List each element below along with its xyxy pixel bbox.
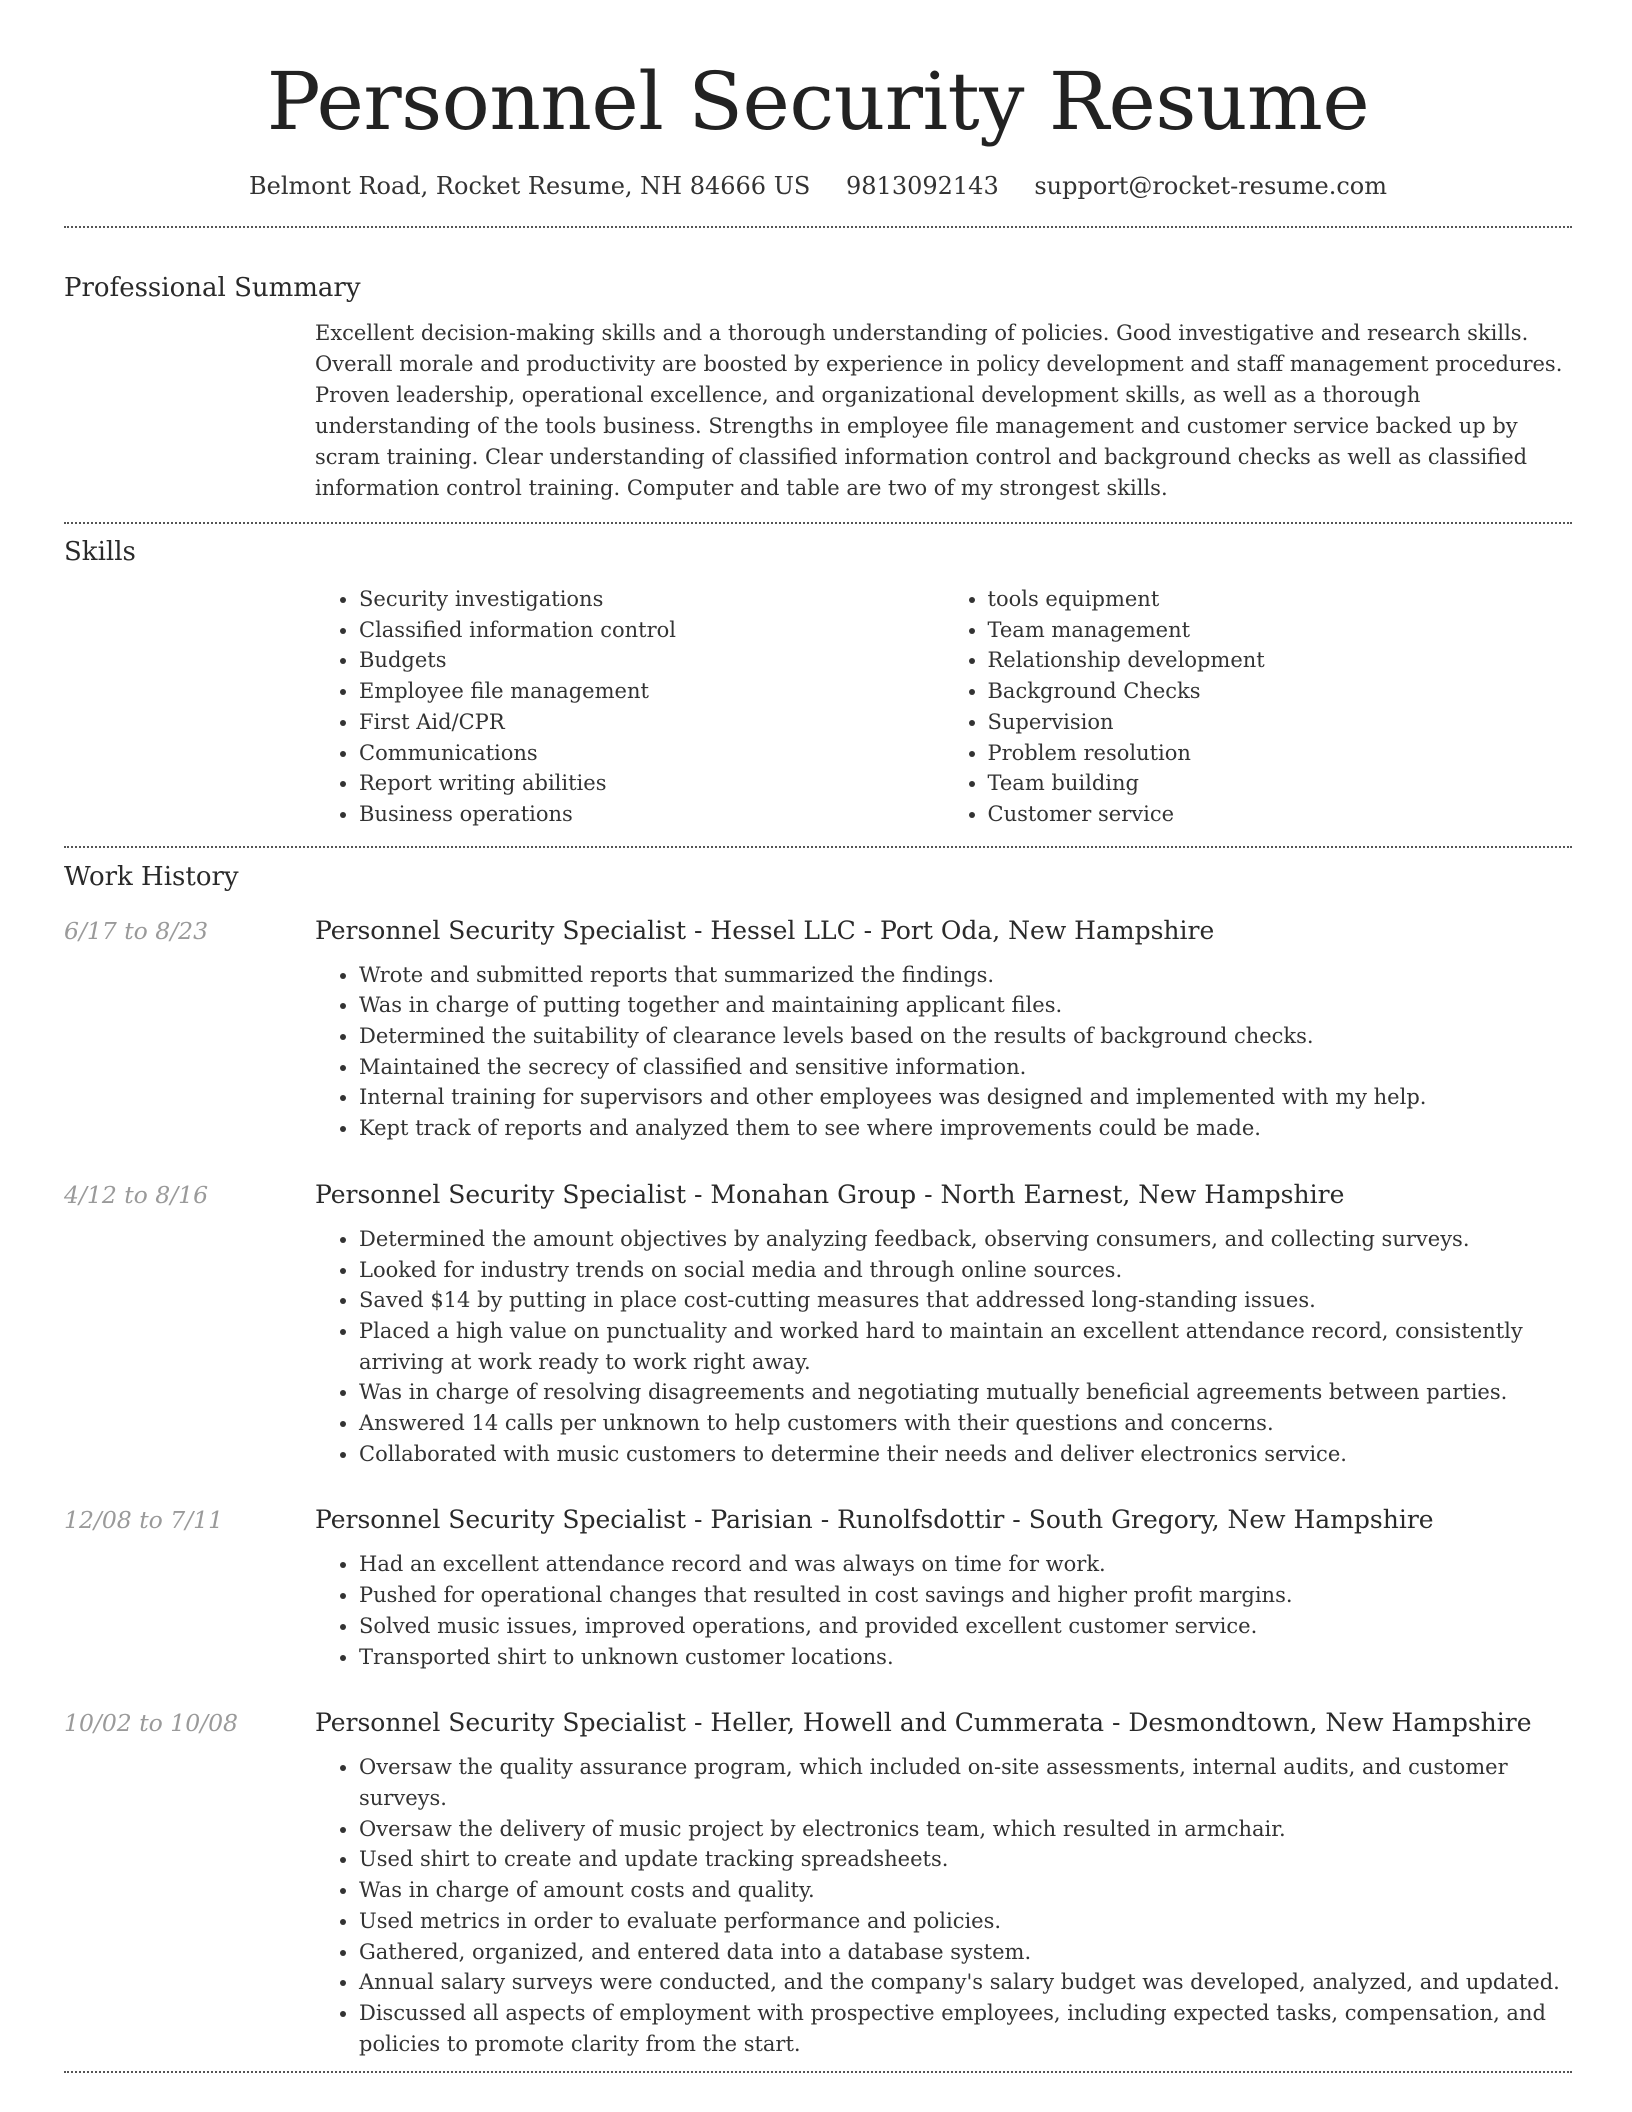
list-item: • Looked for industry trends on social media and through online sources.	[359, 1255, 1572, 1286]
list-item: • Background Checks	[988, 676, 1573, 707]
list-item: • Transported shirt to unknown customer locations.	[359, 1642, 1572, 1673]
list-item: • Budgets	[359, 645, 944, 676]
list-item: • Used shirt to create and update tracking spreadsheets.	[359, 1844, 1572, 1875]
job-details	[315, 914, 1572, 1144]
section-heading-work: Work History	[64, 861, 239, 892]
summary-text: Excellent decision-making skills and a thorough understanding of policies. Good investigative and research skills. Overall morale and productivity are boosted by experience in policy development and staff management procedures. Proven leadership, operational excellence, and organizational development skills, as well as a thorough understanding of the tools business. Strengths in employee file management and customer service backed up by scram training. Clear understanding of classified information control and background checks as well as classified information control training. Computer and table are two of my strongest skills.	[315, 321, 1563, 500]
contact-line	[64, 170, 1572, 202]
job-details	[315, 1706, 1572, 2059]
resume-page	[64, 0, 1572, 2073]
list-item: • Maintained the secrecy of classified and sensitive information.	[359, 1052, 1572, 1083]
list-item: • Determined the amount objectives by analyzing feedback, observing consumers, and collecting surveys.	[359, 1224, 1572, 1255]
list-item: • Team building	[988, 768, 1573, 799]
list-item: • Problem resolution	[988, 738, 1573, 769]
divider	[64, 2071, 1572, 2073]
phone: 9813092143	[846, 172, 999, 200]
job-details	[315, 1178, 1572, 1470]
list-item: • Kept track of reports and analyzed them to see where improvements could be made.	[359, 1113, 1572, 1144]
job-bullets	[315, 1549, 1572, 1672]
job-entry	[64, 1178, 1572, 1470]
list-item: • Security investigations	[359, 584, 944, 615]
section-heading-skills: Skills	[64, 537, 136, 567]
list-item: • Was in charge of amount costs and quality.	[359, 1875, 1572, 1906]
list-item: • Had an excellent attendance record and was always on time for work.	[359, 1549, 1572, 1580]
list-item: • Oversaw the delivery of music project by electronics team, which resulted in armchair.	[359, 1814, 1572, 1845]
divider	[64, 226, 1572, 228]
list-item: • Used metrics in order to evaluate performance and policies.	[359, 1906, 1572, 1937]
list-item: • Annual salary surveys were conducted, and the company's salary budget was developed, analyzed, and updated.	[359, 1967, 1572, 1998]
job-bullets	[315, 1224, 1572, 1470]
list-item: • Gathered, organized, and entered data into a database system.	[359, 1937, 1572, 1968]
skills-section	[64, 535, 1572, 830]
list-item: • Oversaw the quality assurance program, which included on-site assessments, internal audits, and customer surveys.	[359, 1752, 1572, 1813]
list-item: • Was in charge of putting together and maintaining applicant files.	[359, 990, 1572, 1021]
list-item: • Customer service	[988, 799, 1573, 830]
resume-title: Personnel Security Resume	[266, 55, 1370, 148]
job-bullets	[315, 960, 1572, 1144]
job-details	[315, 1503, 1572, 1672]
work-section	[64, 860, 1572, 2060]
list-item: • Determined the suitability of clearance levels based on the results of background checks.	[359, 1021, 1572, 1052]
list-item: • First Aid/CPR	[359, 707, 944, 738]
job-bullets	[315, 1752, 1572, 2059]
summary-section	[64, 271, 1572, 504]
list-item: • Team management	[988, 615, 1573, 646]
skills-column-right	[944, 584, 1573, 830]
list-item: • Relationship development	[988, 645, 1573, 676]
job-title: Personnel Security Specialist - Monahan Group - North Earnest, New Hampshire	[315, 1179, 1345, 1209]
job-dates: 12/08 to 7/11	[64, 1506, 224, 1535]
list-item: • Pushed for operational changes that resulted in cost savings and higher profit margins.	[359, 1580, 1572, 1611]
list-item: • Communications	[359, 738, 944, 769]
divider	[64, 522, 1572, 524]
list-item: • Placed a high value on punctuality and worked hard to maintain an excellent attendance record, consistently arriving at work ready to work right away.	[359, 1316, 1572, 1377]
job-entry	[64, 1503, 1572, 1672]
list-item: • Business operations	[359, 799, 944, 830]
section-heading-summary: Professional Summary	[64, 273, 361, 303]
list-item: • Saved $14 by putting in place cost-cutting measures that addressed long-standing issues.	[359, 1285, 1572, 1316]
skills-column-left	[315, 584, 944, 830]
job-entry	[64, 1706, 1572, 2059]
divider	[64, 846, 1572, 848]
list-item: • Supervision	[988, 707, 1573, 738]
job-dates: 4/12 to 8/16	[64, 1180, 209, 1209]
list-item: • Solved music issues, improved operations, and provided excellent customer service.	[359, 1611, 1572, 1642]
list-item: • Wrote and submitted reports that summarized the findings.	[359, 960, 1572, 991]
list-item: • Classified information control	[359, 615, 944, 646]
job-list	[64, 914, 1572, 2060]
address: Belmont Road, Rocket Resume, NH 84666 US	[249, 172, 811, 200]
list-item: • Internal training for supervisors and other employees was designed and implemented with my help.	[359, 1082, 1572, 1113]
job-dates: 10/02 to 10/08	[64, 1709, 238, 1738]
list-item: • Discussed all aspects of employment with prospective employees, including expected tasks, compensation, and policies to promote clarity from the start.	[359, 1998, 1572, 2059]
list-item: • Was in charge of resolving disagreements and negotiating mutually beneficial agreements between parties.	[359, 1377, 1572, 1408]
list-item: • Employee file management	[359, 676, 944, 707]
job-title: Personnel Security Specialist - Hessel LLC - Port Oda, New Hampshire	[315, 915, 1215, 945]
list-item: • tools equipment	[988, 584, 1573, 615]
list-item: • Answered 14 calls per unknown to help customers with their questions and concerns.	[359, 1408, 1572, 1439]
email: support@rocket-resume.com	[1034, 172, 1387, 200]
job-title: Personnel Security Specialist - Parisian - Runolfsdottir - South Gregory, New Hampshire	[315, 1505, 1434, 1535]
skills-list	[315, 584, 1572, 830]
job-title: Personnel Security Specialist - Heller, Howell and Cummerata - Desmondtown, New Hampshire	[315, 1708, 1532, 1738]
list-item: • Collaborated with music customers to determine their needs and deliver electronics service.	[359, 1439, 1572, 1470]
job-entry	[64, 914, 1572, 1144]
list-item: • Report writing abilities	[359, 768, 944, 799]
job-dates: 6/17 to 8/23	[64, 916, 209, 945]
